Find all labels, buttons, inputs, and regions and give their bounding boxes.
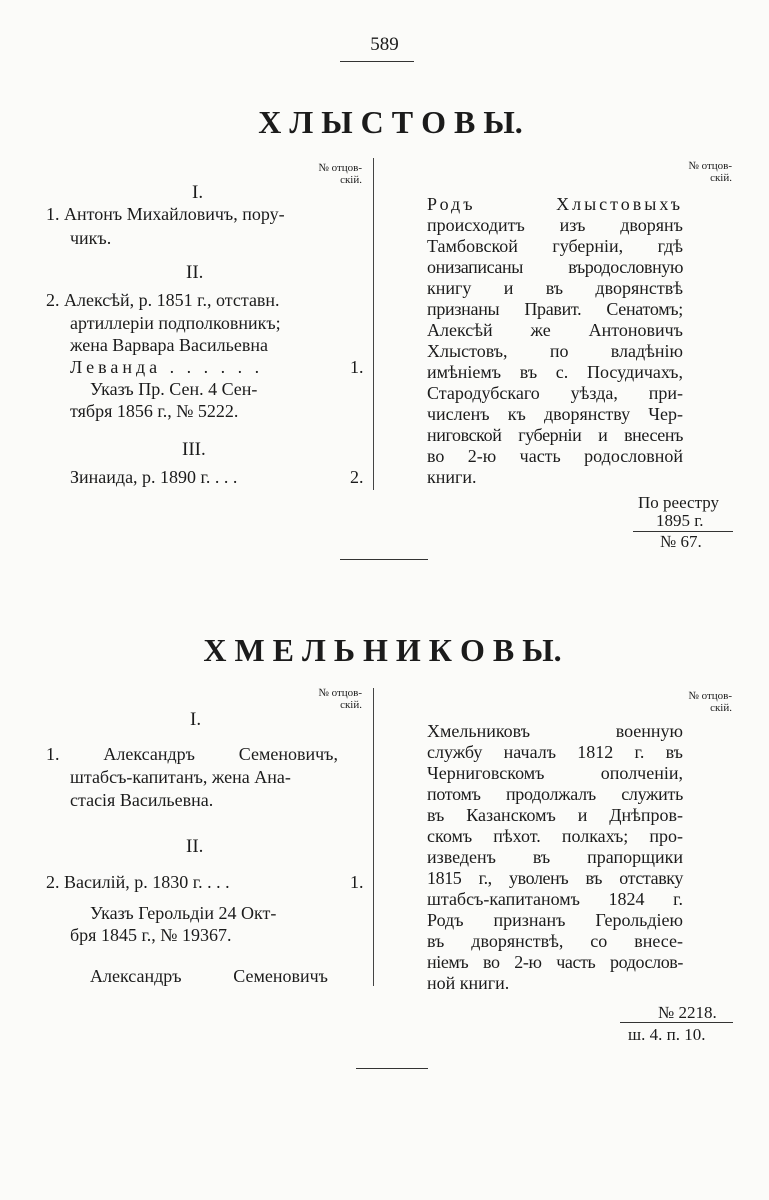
decree-line: Указъ Герольдіи 24 Окт- [90, 903, 277, 923]
page-number: 589 [370, 34, 399, 55]
decree-line: тября 1856 г., № 5222. [70, 401, 239, 421]
entry-line: чикъ. [70, 228, 112, 248]
entry-line: штабсъ-капитанъ, жена Ана- [70, 767, 291, 787]
left-column-header: № отцов- скій. [318, 687, 362, 711]
father-number: 1. [350, 357, 364, 377]
decree-line: Указъ Пр. Сен. 4 Сен- [90, 379, 258, 399]
section-title-khlystovy: Х Л Ы С Т О В Ы. [258, 104, 523, 140]
father-number: 2. [350, 467, 364, 487]
entry-line: 2. Алексѣй, р. 1851 г., отставн. [46, 290, 280, 310]
history-paragraph: Хмельниковъ военную службу началъ 1812 г. въ Черниговскомъ ополченіи, потомъ продолжалъ служить въ Казанскомъ и Днѣпров- скомъ пѣхот. полкахъ; про- изведенъ въ прапорщики 1815 г., уволенъ въ отставку штабсъ-капитаномъ 1824 г. Родъ признанъ Герольдіею въ дворянствѣ, со внесе- ніемъ во 2-ю часть родослов- ной книги. [427, 721, 683, 993]
entry-line: стасія Васильевна. [70, 790, 214, 810]
generation-heading: I. [192, 182, 204, 203]
registry-ref: ш. 4. п. 10. [628, 1025, 706, 1044]
generation-heading: II. [186, 262, 204, 283]
page-number-rule [340, 61, 414, 62]
decree-line: бря 1845 г., № 19367. [70, 925, 232, 945]
section-title-khmelnikovy: Х М Е Л Ь Н И К О В Ы. [203, 632, 562, 668]
history-paragraph: Родъ Хлыстовыхъ происходитъ изъ дворянъ Тамбовской губерніи, гдѣ онизаписаны въродословную книгу и въ дворянствѣ признаны Правит. Сенатомъ; Алексѣй же Антоновичъ Хлыстовъ, по владѣнію имѣніемъ въ с. Посудичахъ, Стародубскаго уѣзда, при- численъ къ дворянству Чер- ниговской губерніи и внесенъ во 2-ю часть родословной книги. [427, 194, 683, 487]
registry-year: 1895 г. [656, 511, 704, 530]
generation-heading: II. [186, 836, 204, 857]
section-separator [356, 1068, 428, 1069]
entry-line: жена Варвара Васильевна [70, 335, 268, 355]
left-column-header: № отцов- скій. [318, 162, 362, 186]
entry-line: Леванда . . . . . . [70, 357, 264, 377]
father-number: 1. [350, 872, 364, 892]
entry-line: 1. Александръ Семеновичъ, [46, 744, 338, 764]
registry-number: № 2218. [658, 1003, 717, 1022]
right-column-header: № отцов- скій. [688, 690, 732, 714]
generation-heading: I. [190, 709, 202, 730]
entry-line: 2. Василій, р. 1830 г. . . . [46, 872, 230, 892]
entry-line: Зинаида, р. 1890 г. . . . [70, 467, 238, 487]
column-divider [373, 688, 374, 986]
column-divider [373, 158, 374, 490]
entry-line: артиллеріи подполковникъ; [70, 313, 281, 333]
registry-rule [620, 1022, 733, 1023]
registry-number: № 67. [660, 532, 702, 551]
registry-ref: По реестру [638, 493, 719, 512]
trailing-line: Александръ Семеновичъ [90, 966, 328, 986]
right-column-header: № отцов- скій. [688, 160, 732, 184]
entry-line: 1. Антонъ Михайловичъ, пору- [46, 204, 285, 224]
generation-heading: III. [182, 439, 206, 460]
section-separator [340, 559, 428, 560]
